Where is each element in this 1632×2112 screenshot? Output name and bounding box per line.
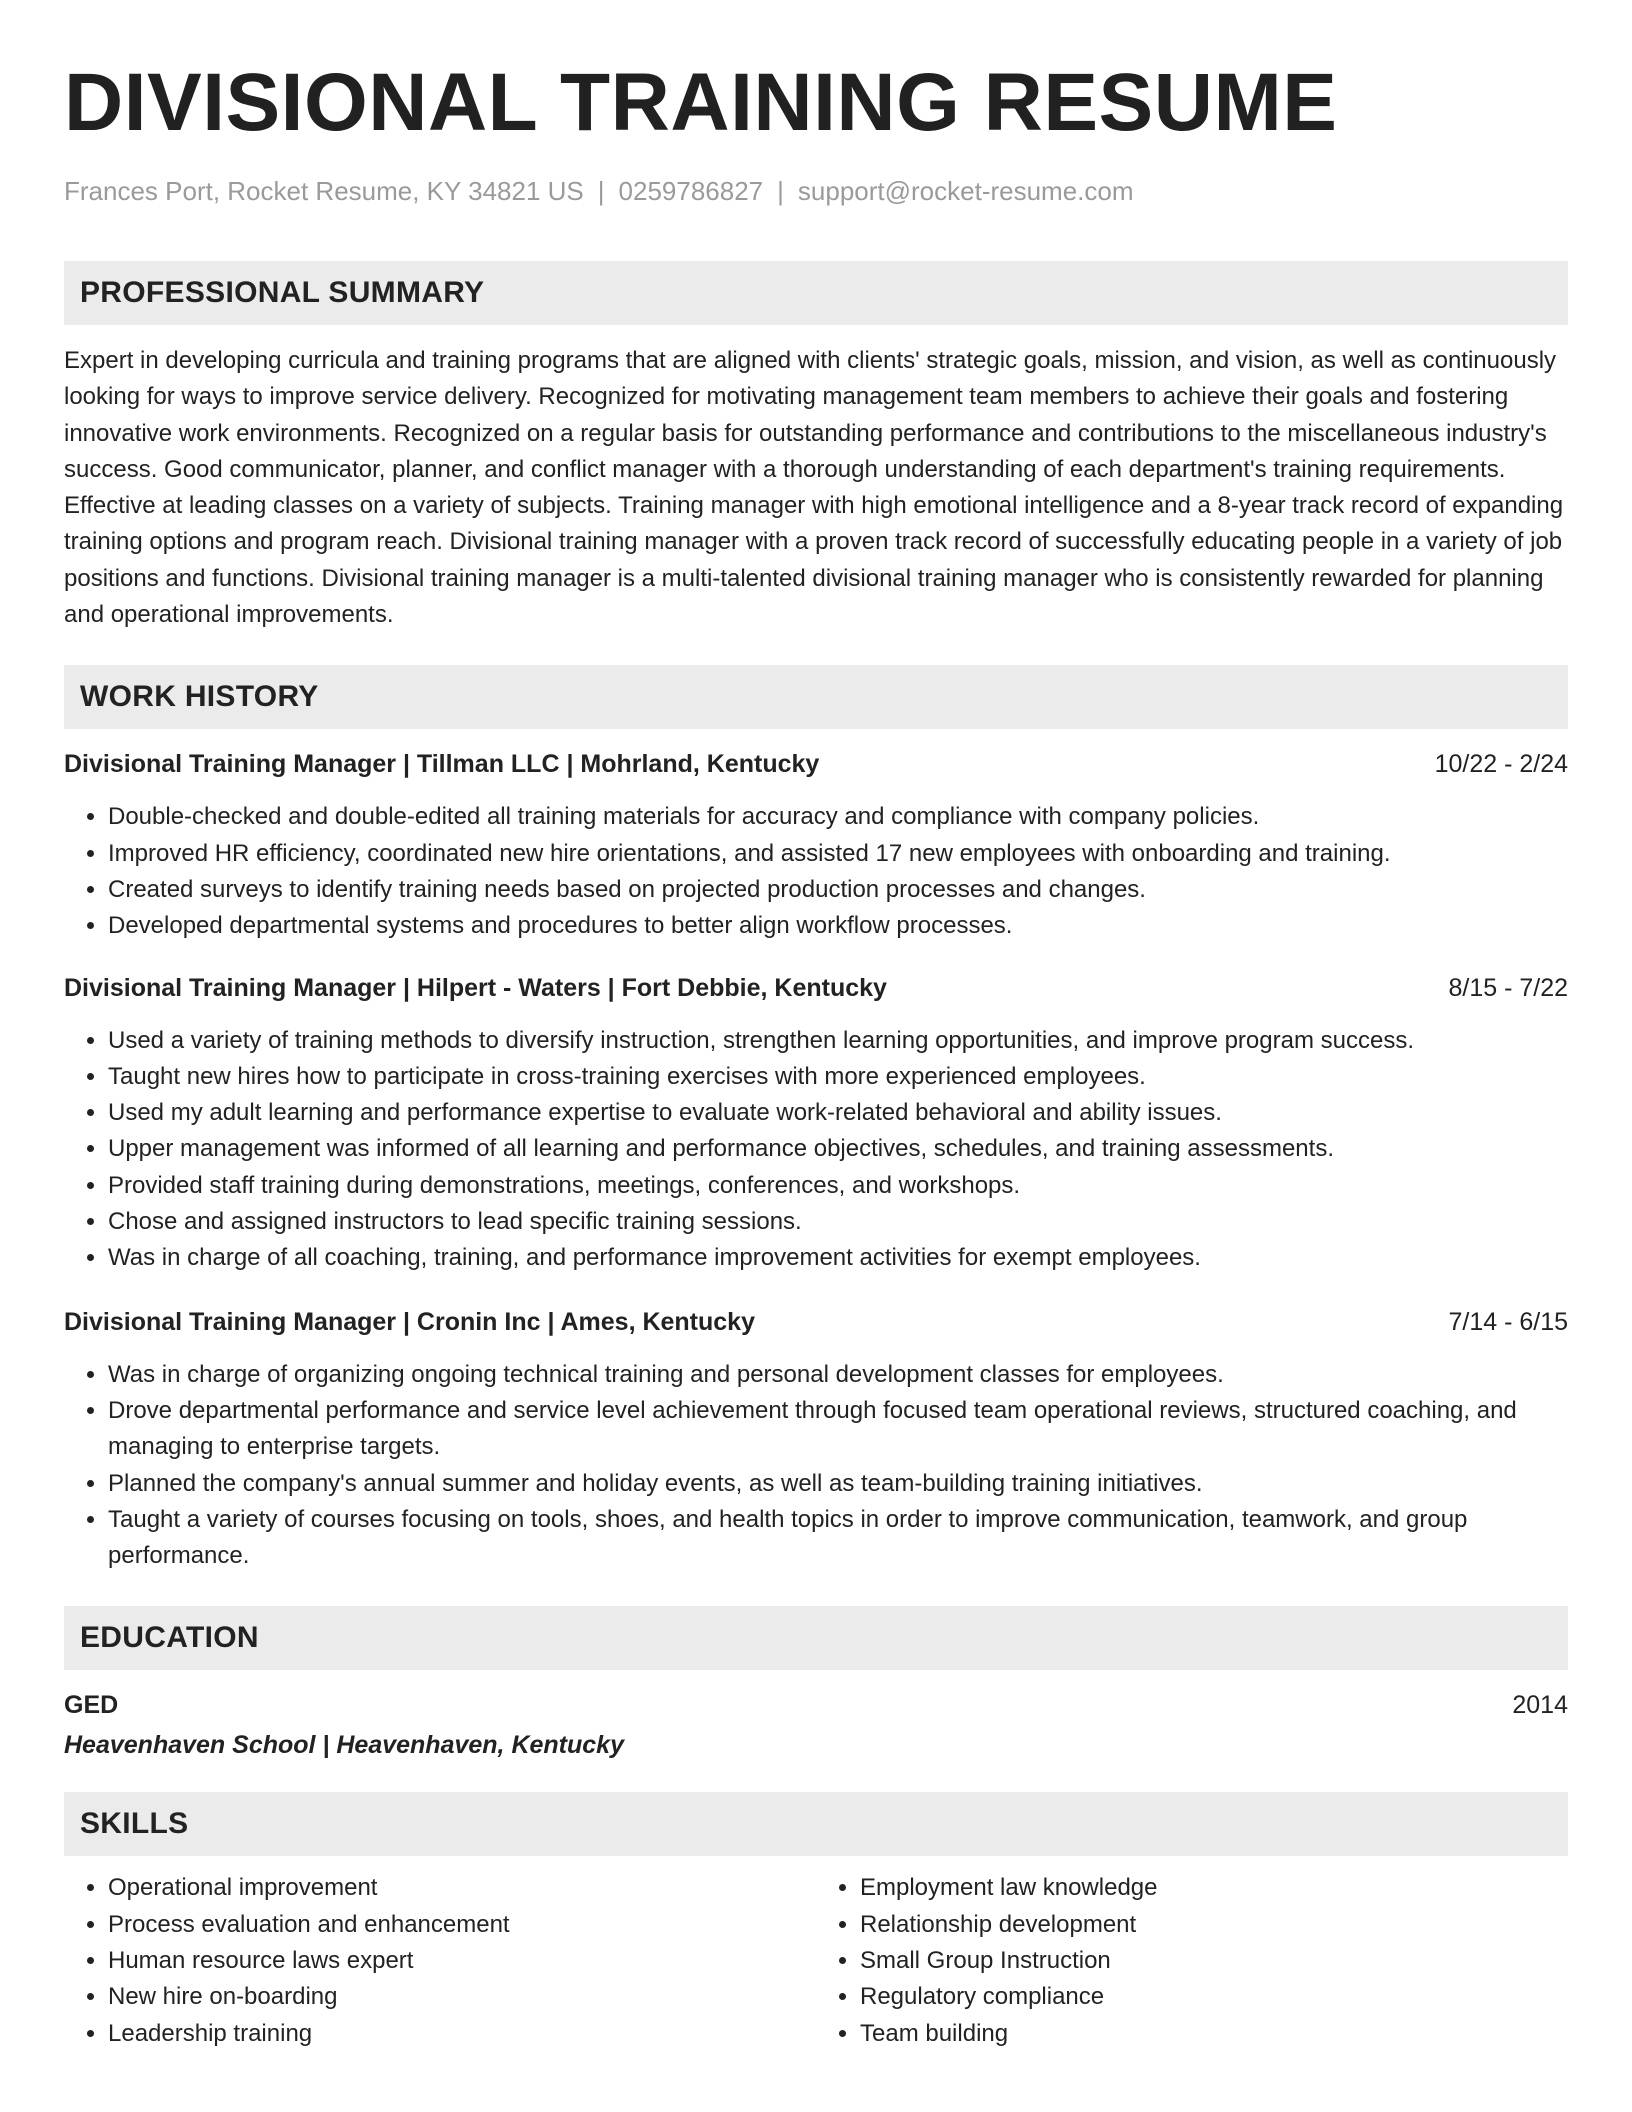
contact-phone: 0259786827	[618, 176, 764, 206]
list-item: • Taught new hires how to participate in cross-training exercises with more experienced employees.	[108, 1059, 1568, 1095]
list-item: • Created surveys to identify training needs based on projected production processes and changes.	[108, 872, 1568, 908]
skill-item: • Process evaluation and enhancement	[108, 1907, 816, 1943]
section-header-skills	[64, 1792, 1568, 1856]
job-bullets	[64, 1357, 1568, 1575]
job-title: Divisional Training Manager | Hilpert - Waters | Fort Debbie, Kentucky	[64, 973, 887, 1002]
list-item: • Provided staff training during demonstrations, meetings, conferences, and workshops.	[108, 1168, 1568, 1204]
list-item: • Chose and assigned instructors to lead specific training sessions.	[108, 1204, 1568, 1240]
job-header	[64, 1305, 1568, 1339]
list-item: • Was in charge of organizing ongoing technical training and personal development classes for employees.	[108, 1357, 1568, 1393]
job-bullets	[64, 1023, 1568, 1277]
section-title: EDUCATION	[80, 1621, 259, 1655]
skills-list-left	[64, 1870, 816, 2051]
skill-item: • Employment law knowledge	[860, 1870, 1568, 1906]
contact-address: Frances Port, Rocket Resume, KY 34821 US	[64, 176, 584, 206]
resume-title: DIVISIONAL TRAINING RESUME	[64, 57, 1338, 148]
list-item: • Improved HR efficiency, coordinated new hire orientations, and assisted 17 new employees with onboarding and training.	[108, 836, 1568, 872]
education-degree: GED	[64, 1691, 119, 1720]
job-entry	[64, 971, 1568, 1277]
list-item: • Used a variety of training methods to diversify instruction, strengthen learning opportunities, and improve program success.	[108, 1023, 1568, 1059]
skill-item: • New hire on-boarding	[108, 1979, 816, 2015]
job-entry	[64, 1305, 1568, 1575]
list-item: • Taught a variety of courses focusing on tools, shoes, and health topics in order to improve communication, teamwork, and group performance.	[108, 1502, 1568, 1575]
job-dates: 8/15 - 7/22	[1448, 973, 1568, 1002]
section-header-summary	[64, 261, 1568, 325]
contact-email: support@rocket-resume.com	[797, 176, 1134, 206]
section-title: SKILLS	[80, 1807, 189, 1841]
skill-item: • Small Group Instruction	[860, 1943, 1568, 1979]
job-title: Divisional Training Manager | Tillman LLC | Mohrland, Kentucky	[64, 750, 820, 779]
education-school: Heavenhaven School | Heavenhaven, Kentucky	[64, 1731, 624, 1760]
skill-item: • Regulatory compliance	[860, 1979, 1568, 2015]
job-header	[64, 971, 1568, 1005]
skill-item: • Operational improvement	[108, 1870, 816, 1906]
job-entry	[64, 747, 1568, 944]
skills-columns	[64, 1870, 1568, 2051]
list-item: • Used my adult learning and performance expertise to evaluate work-related behavioral and ability issues.	[108, 1095, 1568, 1131]
skill-item: • Relationship development	[860, 1907, 1568, 1943]
skill-item: • Team building	[860, 2016, 1568, 2052]
list-item: • Was in charge of all coaching, training, and performance improvement activities for exempt employees.	[108, 1240, 1568, 1276]
list-item: • Planned the company's annual summer and holiday events, as well as team-building training initiatives.	[108, 1466, 1568, 1502]
list-item: • Drove departmental performance and service level achievement through focused team operational reviews, structured coaching, and managing to enterprise targets.	[108, 1393, 1568, 1466]
job-header	[64, 747, 1568, 781]
education-header	[64, 1688, 1568, 1722]
job-title: Divisional Training Manager | Cronin Inc | Ames, Kentucky	[64, 1307, 755, 1336]
list-item: • Developed departmental systems and procedures to better align workflow processes.	[108, 908, 1568, 944]
education-year: 2014	[1512, 1691, 1568, 1720]
contact-line	[64, 174, 1568, 208]
job-dates: 10/22 - 2/24	[1434, 750, 1568, 779]
skill-item: • Human resource laws expert	[108, 1943, 816, 1979]
skill-item: • Leadership training	[108, 2016, 816, 2052]
contact-separator: |	[597, 176, 605, 206]
section-title: PROFESSIONAL SUMMARY	[80, 276, 485, 309]
job-bullets	[64, 799, 1568, 944]
list-item: • Double-checked and double-edited all training materials for accuracy and compliance with company policies.	[108, 799, 1568, 835]
section-title: WORK HISTORY	[80, 680, 319, 714]
section-header-education	[64, 1606, 1568, 1670]
job-dates: 7/14 - 6/15	[1448, 1307, 1568, 1336]
section-header-work-history	[64, 665, 1568, 729]
skills-list-right	[816, 1870, 1568, 2051]
summary-paragraph: Expert in developing curricula and training programs that are aligned with clients' strategic goals, mission, and vision, as well as continuously looking for ways to improve service delivery. Recognized for motivating management team members to achieve their goals and fostering innovative work environments. Recognized on a regular basis for outstanding performance and contributions to the miscellaneous industry's success. Good communicator, planner, and conflict manager with a thorough understanding of each department's training requirements. Effective at leading classes on a variety of subjects. Training manager with high emotional intelligence and a 8-year track record of expanding training options and program reach. Divisional training manager with a proven track record of successfully educating people in a variety of job positions and functions. Divisional training manager is a multi-talented divisional training manager who is consistently rewarded for planning and operational improvements.	[64, 347, 1564, 629]
list-item: • Upper management was informed of all learning and performance objectives, schedules, and training assessments.	[108, 1131, 1568, 1167]
contact-separator: |	[777, 176, 784, 206]
